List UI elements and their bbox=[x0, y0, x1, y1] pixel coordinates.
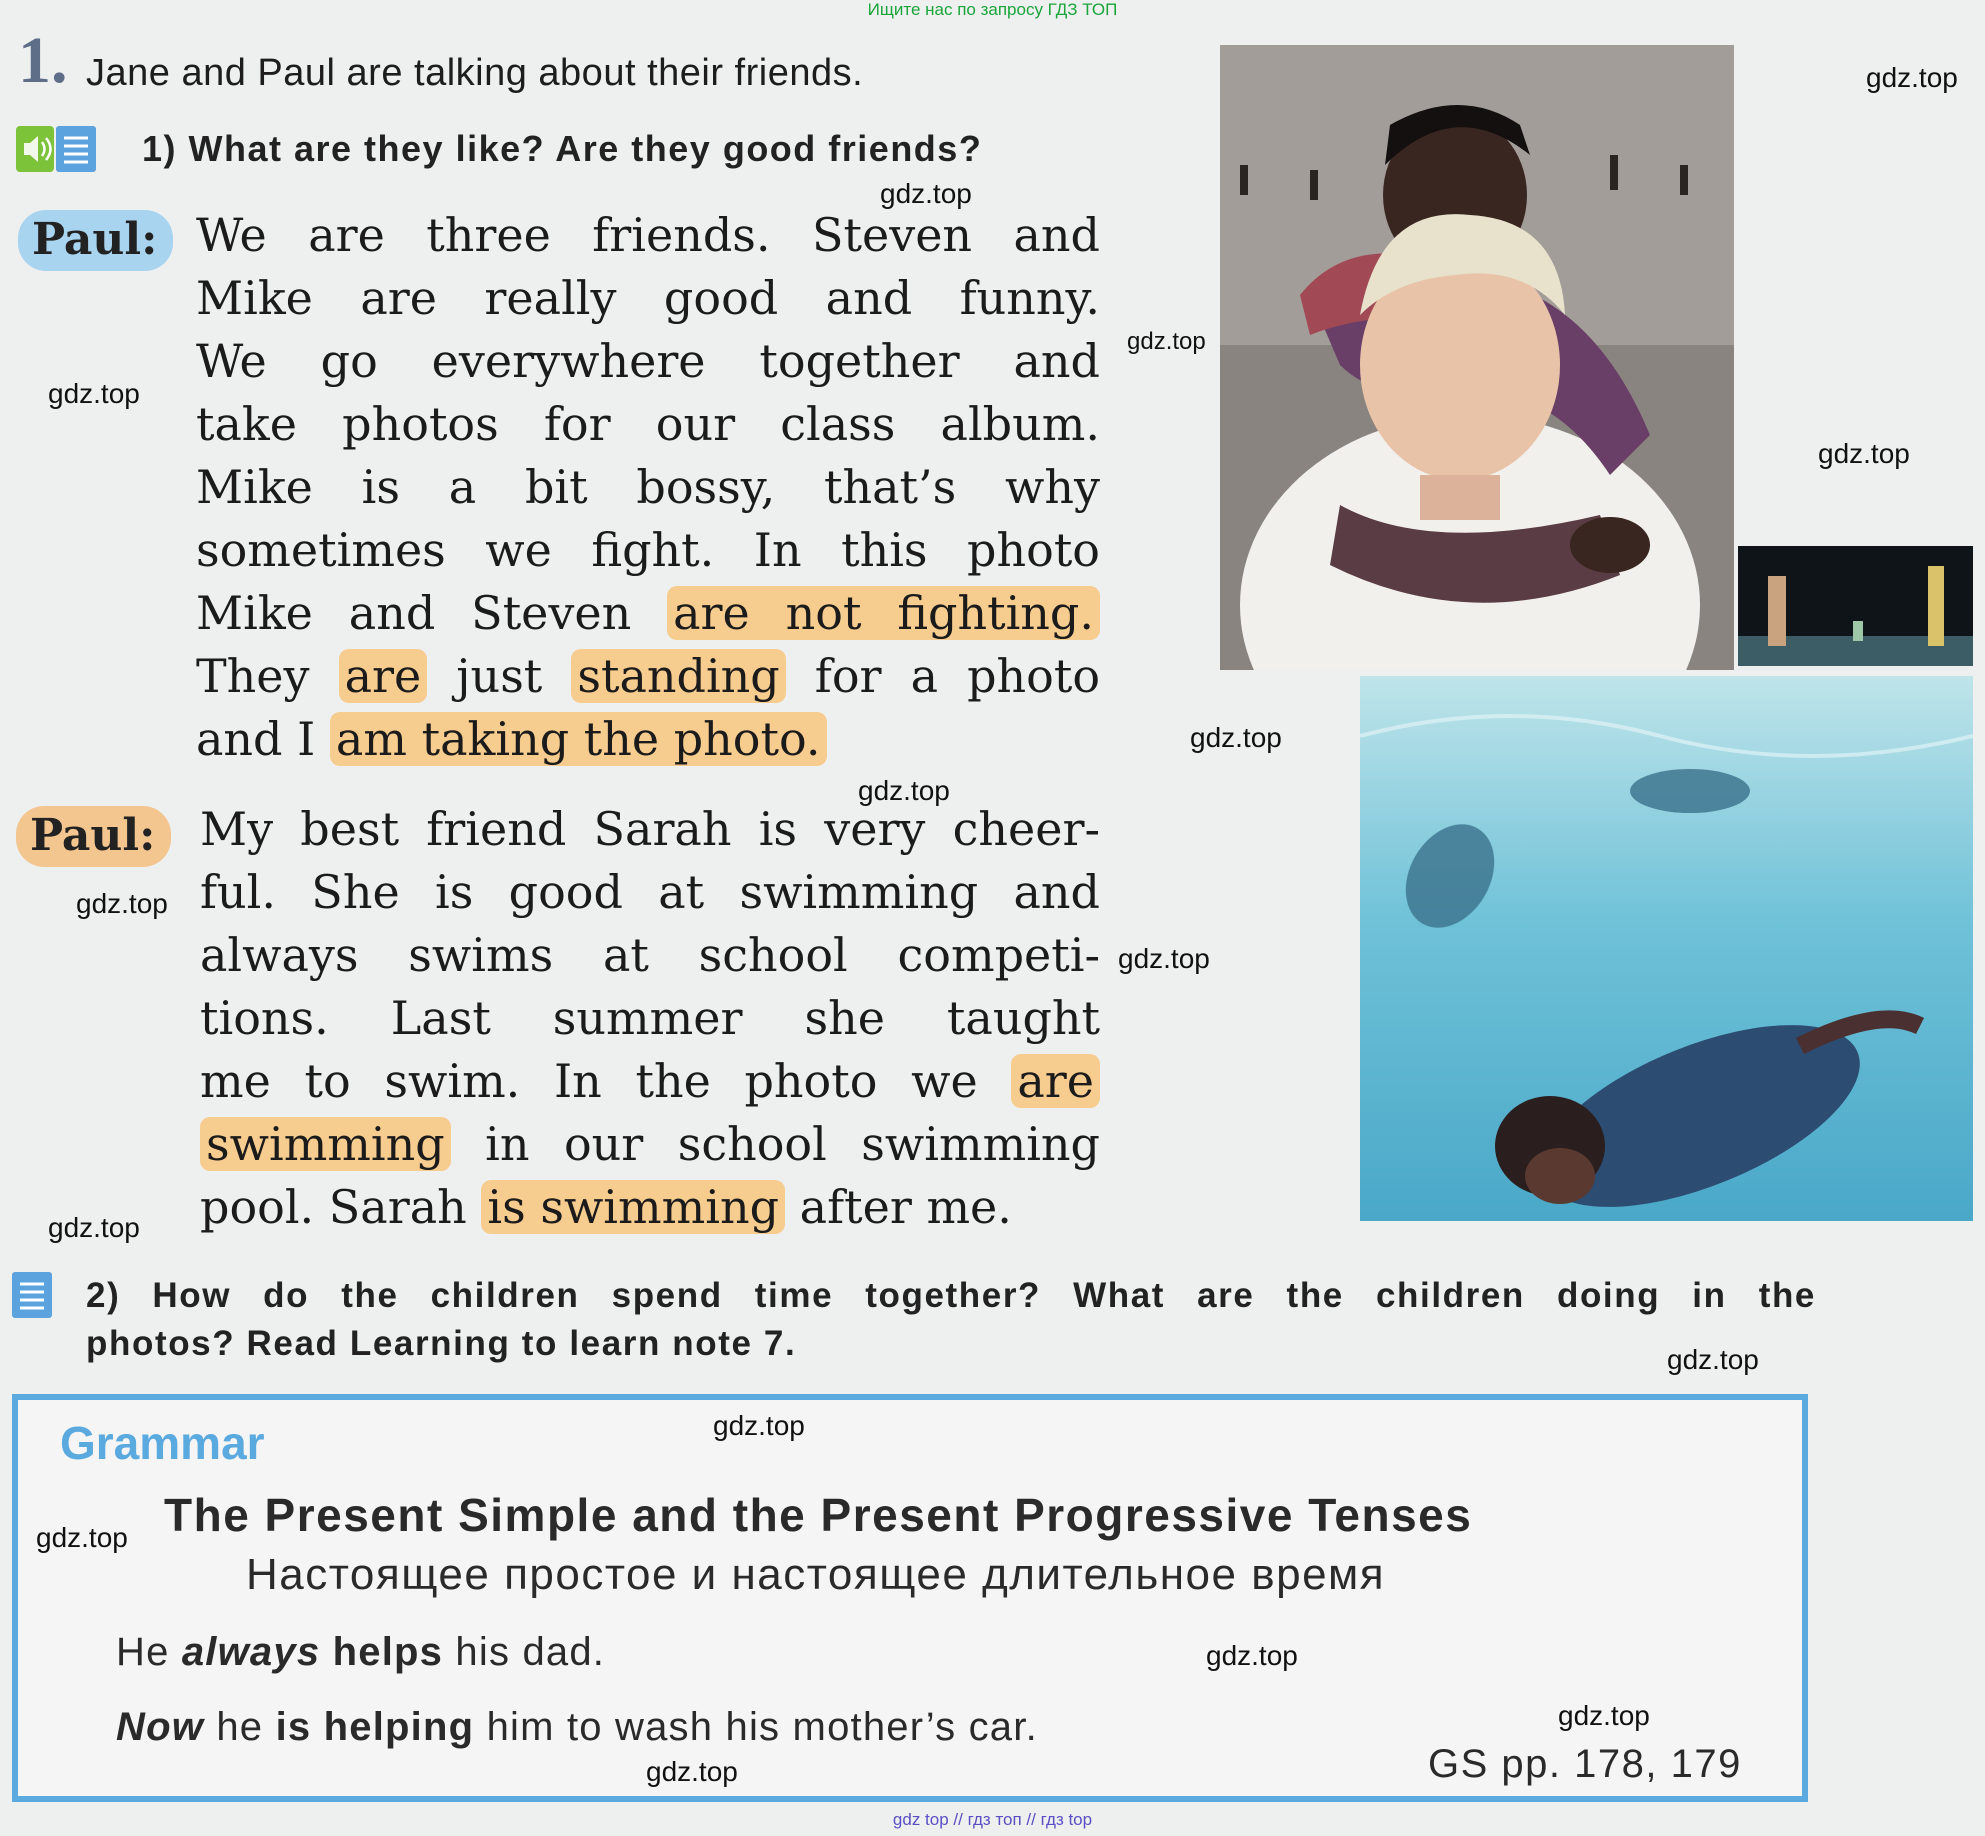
dialogue-line: Mike and Steven are not fighting. bbox=[196, 582, 1100, 645]
watermark: gdz.top bbox=[1118, 943, 1210, 974]
dialogue-line: ful. She is good at swimming and bbox=[200, 865, 1100, 919]
highlighted-phrase: is swimming bbox=[481, 1180, 785, 1234]
watermark: gdz.top bbox=[1866, 62, 1958, 93]
task-1-question: 1) What are they like? Are they good friends? bbox=[142, 128, 983, 169]
highlighted-phrase: are not fighting. bbox=[667, 586, 1100, 640]
dialogue-line: me to swim. In the photo we are bbox=[200, 1050, 1100, 1113]
highlighted-phrase: swimming bbox=[200, 1117, 451, 1171]
watermark: gdz.top bbox=[48, 378, 140, 409]
dialogue-line: always swims at school competi- bbox=[200, 928, 1100, 982]
dialogue-line: Mike is a bit bossy, that’s why bbox=[196, 460, 1100, 514]
dialogue-line: We are three friends. Steven and bbox=[196, 208, 1100, 262]
grammar-heading: The Present Simple and the Present Progressive Tenses bbox=[164, 1489, 1473, 1541]
watermark: gdz.top bbox=[646, 1756, 738, 1787]
photo-friends bbox=[1220, 45, 1734, 670]
exercise-number: 1. bbox=[18, 24, 68, 97]
dialogue-line: tions. Last summer she taught bbox=[200, 991, 1100, 1045]
grammar-heading-russian: Настоящее простое и настоящее длительное время bbox=[246, 1550, 1386, 1599]
task-2-question: 2) How do the children spend time together? What are the children doing in the photos? Read Learning to learn note 7. bbox=[86, 1276, 1816, 1363]
speaker-label: Paul: bbox=[18, 210, 173, 271]
watermark: gdz.top bbox=[858, 775, 950, 806]
text-list-icon bbox=[12, 1272, 52, 1318]
watermark: gdz.top bbox=[36, 1522, 128, 1553]
dialogue-line: swimming in our school swimming bbox=[200, 1113, 1100, 1176]
highlighted-phrase: are bbox=[339, 649, 428, 703]
dialogue-line: take photos for our class album. bbox=[196, 397, 1100, 451]
watermark: gdz.top bbox=[713, 1410, 805, 1441]
dialogue-paragraph-2 bbox=[200, 798, 1100, 1239]
grammar-label: Grammar bbox=[60, 1417, 265, 1469]
grammar-reference: GS pp. 178, 179 bbox=[1428, 1742, 1742, 1786]
watermark: gdz.top bbox=[1127, 328, 1206, 355]
photo-swimming bbox=[1360, 676, 1973, 1221]
top-banner[interactable]: Ищите нас по запросу ГДЗ ТОП bbox=[867, 0, 1118, 19]
grammar-example-2: Now he is helping him to wash his mother’s car. bbox=[116, 1705, 1038, 1749]
watermark: gdz.top bbox=[880, 178, 972, 209]
dialogue-line: sometimes we fight. In this photo bbox=[196, 523, 1100, 577]
text-list-icon bbox=[56, 126, 96, 172]
highlighted-phrase: standing bbox=[571, 649, 785, 703]
watermark: gdz.top bbox=[76, 888, 168, 919]
dialogue-paragraph-1 bbox=[196, 204, 1100, 771]
highlighted-phrase: am taking the photo. bbox=[330, 712, 827, 766]
dialogue-line: and I am taking the photo. bbox=[196, 708, 1100, 771]
watermark: gdz.top bbox=[48, 1212, 140, 1243]
grammar-example-1: He always helps his dad. bbox=[116, 1630, 606, 1674]
watermark: gdz.top bbox=[1667, 1344, 1759, 1375]
footer-links[interactable]: gdz top // гдз топ // гдз top bbox=[892, 1810, 1093, 1829]
dialogue-line: Mike are really good and funny. bbox=[196, 271, 1100, 325]
audio-speaker-icon[interactable] bbox=[16, 126, 54, 172]
dialogue-line: My best friend Sarah is very cheer- bbox=[200, 802, 1100, 856]
dialogue-line: We go everywhere together and bbox=[196, 334, 1100, 388]
watermark: gdz.top bbox=[1190, 722, 1282, 753]
watermark: gdz.top bbox=[1206, 1640, 1298, 1671]
dialogue-line: pool. Sarah is swimming after me. bbox=[200, 1180, 1012, 1234]
exercise-title: Jane and Paul are talking about their friends. bbox=[86, 52, 864, 94]
watermark: gdz.top bbox=[1558, 1700, 1650, 1731]
photo-pool-top bbox=[1738, 546, 1973, 666]
watermark: gdz.top bbox=[1818, 438, 1910, 469]
highlighted-phrase: are bbox=[1011, 1054, 1100, 1108]
dialogue-line: They are just standing for a photo bbox=[196, 649, 1101, 703]
speaker-label: Paul: bbox=[16, 806, 171, 867]
